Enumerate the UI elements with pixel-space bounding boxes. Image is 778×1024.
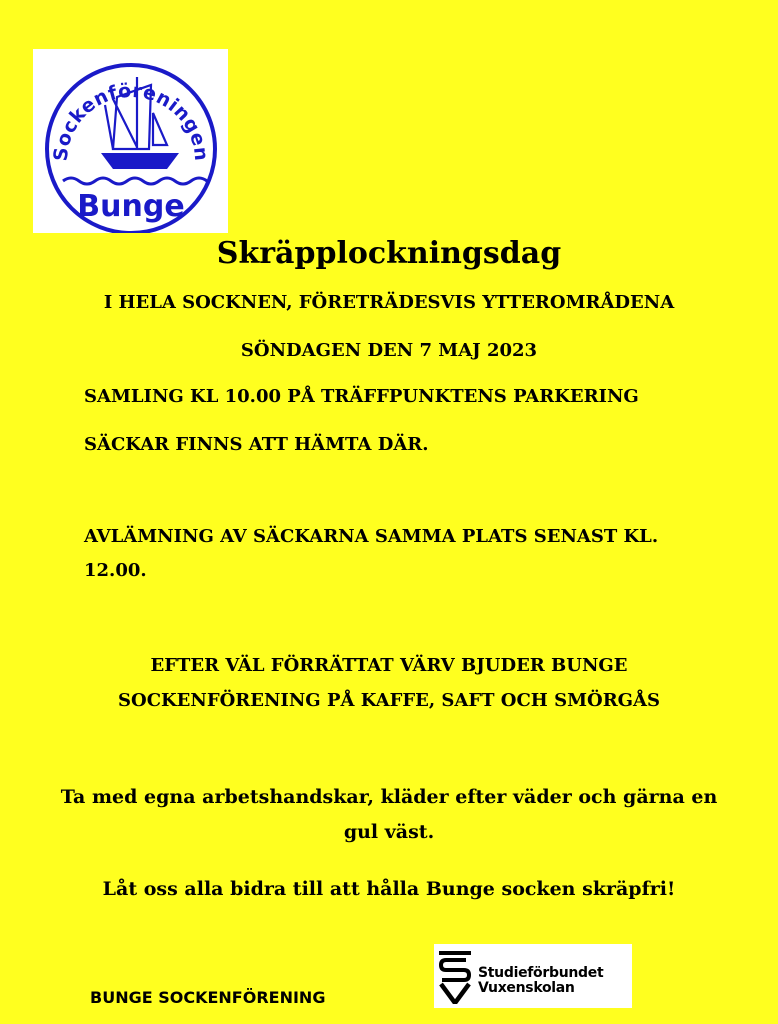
- return-paragraph: AVLÄMNING AV SÄCKARNA SAMMA PLATS SENAST KL. 12.00.: [84, 526, 659, 581]
- organizer-name: BUNGE SOCKENFÖRENING: [90, 988, 326, 1007]
- meeting-line: SAMLING KL 10.00 PÅ TRÄFFPUNKTENS PARKERING: [84, 386, 639, 407]
- sailboat-icon: [33, 49, 228, 233]
- sponsor-name-line2: Vuxenskolan: [478, 980, 575, 996]
- bags-line: SÄCKAR FINNS ATT HÄMTA DÄR.: [84, 434, 429, 455]
- motto-line: Låt oss alla bidra till att hålla Bunge socken skräpfri!: [102, 878, 676, 900]
- sockenforeningen-logo: [33, 49, 228, 233]
- page-title: Skräpplockningsdag: [216, 236, 562, 271]
- logo-arc-text: Sockenföreningen: [49, 79, 213, 163]
- logo-name: Bunge: [77, 189, 185, 224]
- bring-paragraph: Ta med egna arbetshandskar, kläder efter väder och gärna en gul väst.: [60, 786, 718, 843]
- coffee-paragraph: EFTER VÄL FÖRRÄTTAT VÄRV BJUDER BUNGE SOCKENFÖRENING PÅ KAFFE, SAFT OCH SMÖRGÅS: [118, 655, 660, 711]
- date-line: SÖNDAGEN DEN 7 MAJ 2023: [240, 340, 538, 361]
- vuxenskolan-logo: [434, 944, 632, 1008]
- area-line: I HELA SOCKNEN, FÖRETRÄDESVIS YTTEROMRÅDENA: [103, 292, 675, 313]
- sponsor-name-line1: Studieförbundet: [478, 965, 604, 981]
- sv-logo-icon: [438, 950, 472, 1004]
